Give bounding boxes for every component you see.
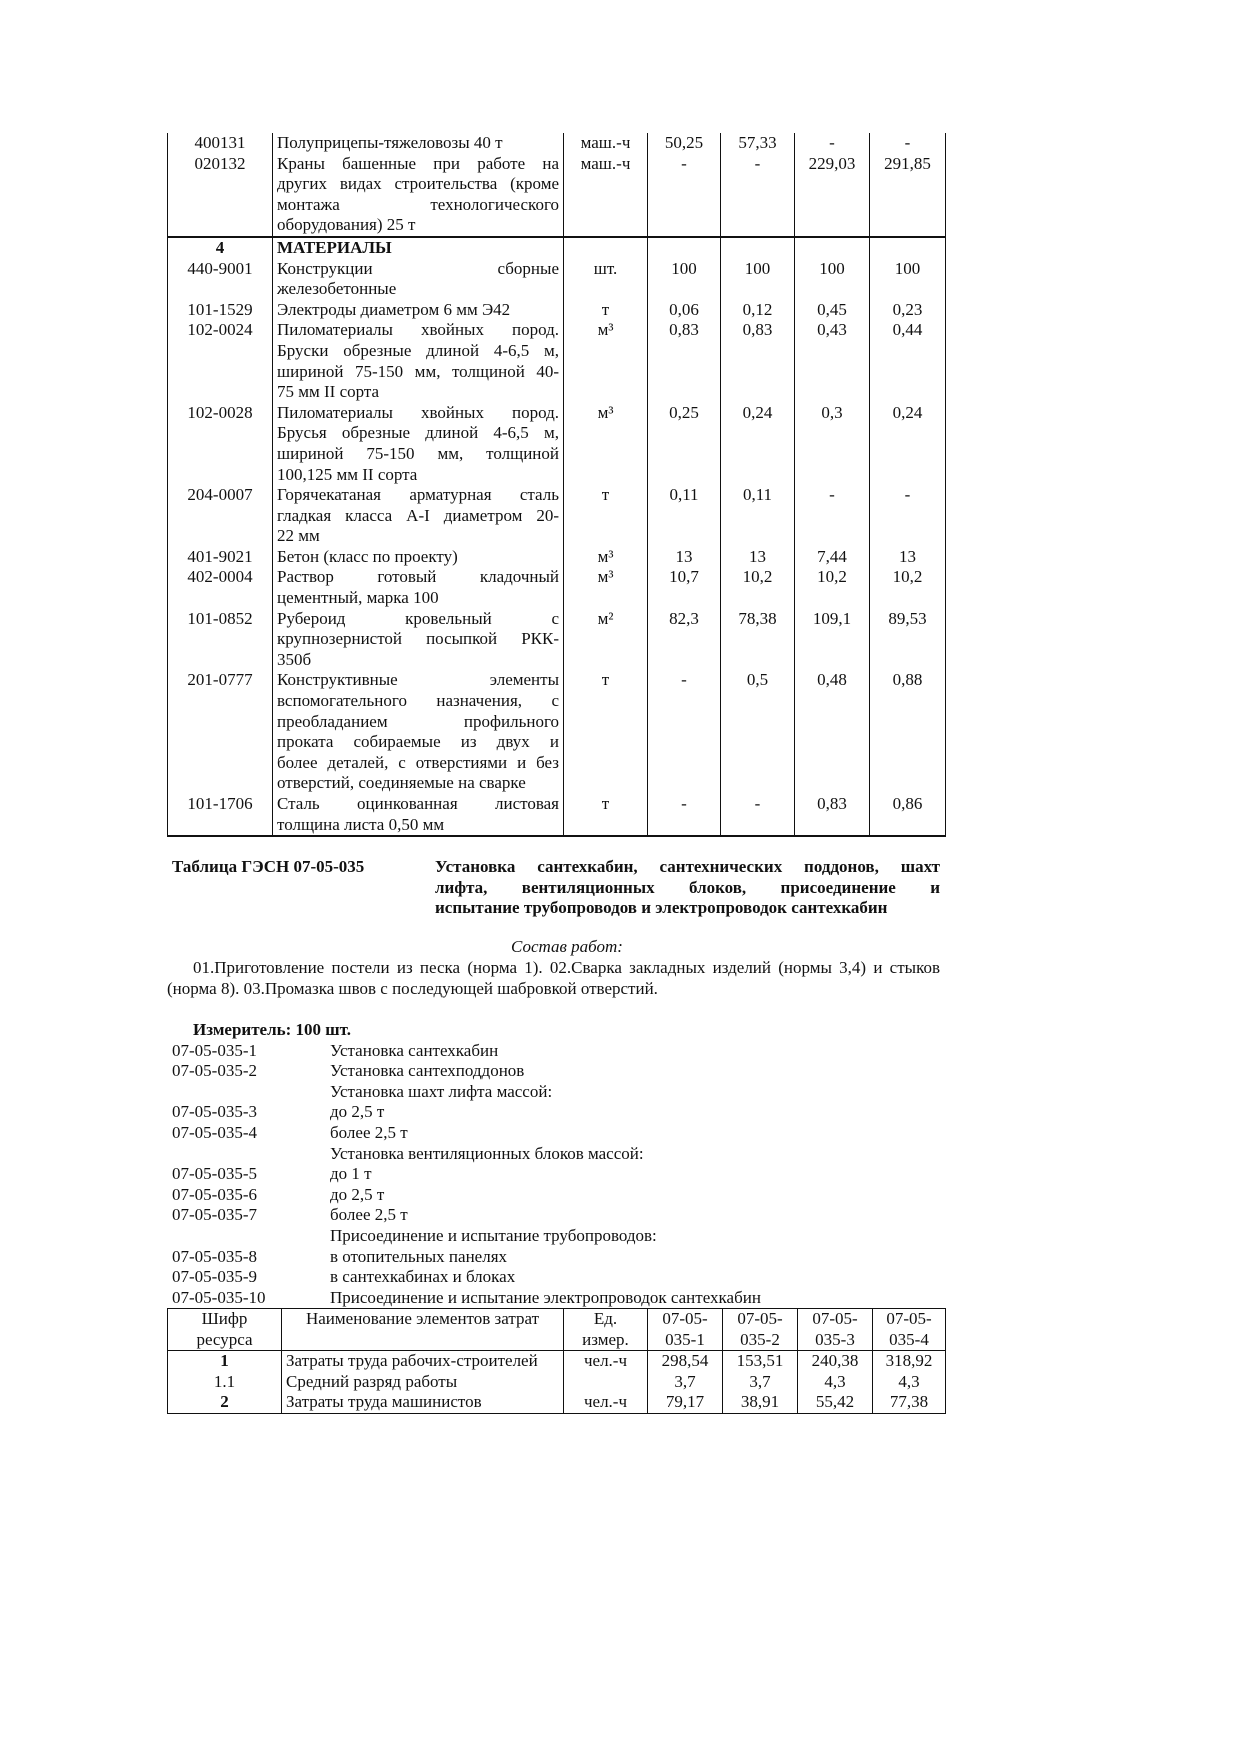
norm-value: - bbox=[721, 794, 795, 836]
unit: маш.-ч bbox=[564, 133, 648, 154]
norm-value: 0,44 bbox=[870, 320, 946, 402]
norm-value: 50,25 bbox=[648, 133, 721, 154]
norm-value: 0,23 bbox=[870, 300, 946, 321]
resource-name-line: Горячекатаная арматурная сталь bbox=[277, 485, 559, 505]
unit: м³ bbox=[564, 403, 648, 485]
norm-value: 0,11 bbox=[721, 485, 795, 547]
norm-value: 100 bbox=[721, 259, 795, 300]
norm-value: 0,11 bbox=[648, 485, 721, 547]
resource-name-line: оборудования) 25 т bbox=[277, 215, 416, 235]
resource-code: 400131 bbox=[168, 133, 273, 154]
resource-code: 204-0007 bbox=[168, 485, 273, 547]
norm-text: до 2,5 т bbox=[330, 1102, 385, 1122]
resource-name bbox=[273, 320, 564, 402]
norm-value: 240,38 bbox=[798, 1351, 873, 1372]
resource-code: 020132 bbox=[168, 154, 273, 237]
norm-value: 109,1 bbox=[795, 609, 870, 671]
norm-value: 0,45 bbox=[795, 300, 870, 321]
resource-name-line: Брусья обрезные длиной 4-6,5 м, bbox=[277, 423, 559, 443]
resource-name-line: шириной 75-150 мм, толщиной bbox=[277, 443, 559, 463]
norm-value: 0,24 bbox=[870, 403, 946, 485]
resource-name bbox=[273, 567, 564, 608]
header-row bbox=[168, 1309, 946, 1351]
norm-value: 89,53 bbox=[870, 609, 946, 671]
norm-code: 07-05-035-8 bbox=[172, 1246, 257, 1266]
resource-code: 101-1706 bbox=[168, 794, 273, 836]
works-description: 01.Приготовление постели из песка (норма 1). 02.Сварка закладных изделий (нормы 3,4) и стыков (норма 8). 03.Промазка швов с последующей шабровкой отверстий. bbox=[167, 958, 940, 998]
norm-value: 0,12 bbox=[721, 300, 795, 321]
table-row bbox=[168, 1351, 946, 1372]
norm-value: 291,85 bbox=[870, 154, 946, 237]
norm-value: 57,33 bbox=[721, 133, 795, 154]
resource-name-line: Рубероид кровельный с bbox=[277, 608, 559, 628]
resource-name-line: вспомогательного назначения, с bbox=[277, 691, 559, 711]
resource-name bbox=[273, 609, 564, 671]
unit: т bbox=[564, 300, 648, 321]
norm-text: до 1 т bbox=[330, 1164, 372, 1184]
table-row bbox=[168, 154, 946, 237]
resource-name-line: Раствор готовый кладочный bbox=[277, 567, 559, 587]
norm-value: 100 bbox=[870, 259, 946, 300]
norm-value: 318,92 bbox=[873, 1351, 946, 1372]
norm-value bbox=[721, 237, 795, 259]
norm-code: 07-05-035-2 bbox=[172, 1061, 257, 1081]
resource-code: 101-0852 bbox=[168, 609, 273, 671]
resource-code: 440-9001 bbox=[168, 259, 273, 300]
table-row bbox=[168, 300, 946, 321]
norm-text: Установка сантехподдонов bbox=[330, 1061, 525, 1081]
norm-value: 100 bbox=[795, 259, 870, 300]
resource-name-line: Бетон (класс по проекту) bbox=[277, 546, 458, 566]
resource-name-line: 75 мм II сорта bbox=[277, 382, 380, 402]
norm-value: - bbox=[648, 670, 721, 794]
resource-code: 1.1 bbox=[168, 1372, 282, 1393]
norm-value: - bbox=[795, 485, 870, 547]
resource-name: Средний разряд работы bbox=[282, 1372, 564, 1393]
norm-value: 0,83 bbox=[721, 320, 795, 402]
norm-value: 0,83 bbox=[648, 320, 721, 402]
column-header-line: 07-05- bbox=[662, 1309, 708, 1328]
resource-name-line: более деталей, с отверстиями и без bbox=[277, 752, 559, 772]
norm-value: 229,03 bbox=[795, 154, 870, 237]
unit: м³ bbox=[564, 547, 648, 568]
norm-value: 10,7 bbox=[648, 567, 721, 608]
table-code-heading: Таблица ГЭСН 07-05-035 bbox=[172, 857, 365, 876]
norm-value: - bbox=[870, 485, 946, 547]
resource-name-line: Полуприцепы-тяжеловозы 40 т bbox=[277, 133, 503, 152]
table-row bbox=[168, 403, 946, 485]
norm-value: 10,2 bbox=[721, 567, 795, 608]
norm-value: 13 bbox=[648, 547, 721, 568]
column-header bbox=[168, 1309, 282, 1351]
norm-value: 79,17 bbox=[648, 1392, 723, 1413]
column-header-line: 035-1 bbox=[665, 1329, 705, 1349]
column-header-line: 035-4 bbox=[889, 1329, 929, 1349]
unit: м² bbox=[564, 609, 648, 671]
resource-name-line: цементный, марка 100 bbox=[277, 588, 439, 608]
norm-text: Установка вентиляционных блоков массой: bbox=[330, 1143, 644, 1163]
norm-text: более 2,5 т bbox=[330, 1205, 408, 1225]
norm-value: 13 bbox=[870, 547, 946, 568]
norm-text: более 2,5 т bbox=[330, 1123, 408, 1142]
norm-value: 153,51 bbox=[723, 1351, 798, 1372]
resource-code: 1 bbox=[168, 1351, 282, 1372]
unit: м³ bbox=[564, 567, 648, 608]
title-line: испытание трубопроводов и электропроводок сантехкабин bbox=[435, 898, 888, 918]
column-header-line: 035-2 bbox=[740, 1329, 780, 1349]
title-line: лифта, вентиляционных блоков, присоединение и bbox=[435, 877, 940, 897]
resource-name-line: железобетонные bbox=[277, 279, 397, 299]
column-header bbox=[648, 1309, 723, 1351]
norm-value: 0,06 bbox=[648, 300, 721, 321]
norms-table bbox=[167, 1308, 946, 1414]
resource-code: 4 bbox=[168, 237, 273, 259]
norm-value: 0,83 bbox=[795, 794, 870, 836]
measure-unit: Измеритель: 100 шт. bbox=[193, 1020, 351, 1039]
column-header-line: измер. bbox=[582, 1329, 629, 1349]
resource-code: 401-9021 bbox=[168, 547, 273, 568]
norm-code: 07-05-035-5 bbox=[172, 1164, 257, 1184]
column-header-line: Ед. bbox=[593, 1309, 618, 1328]
column-header-line: 035-3 bbox=[815, 1329, 855, 1349]
resource-name bbox=[273, 237, 564, 259]
column-header bbox=[723, 1309, 798, 1351]
norm-code: 07-05-035-3 bbox=[172, 1102, 257, 1122]
resource-name-line: МАТЕРИАЛЫ bbox=[277, 237, 392, 257]
table-row bbox=[168, 547, 946, 568]
resource-name-line: шириной 75-150 мм, толщиной 40- bbox=[277, 361, 559, 381]
resource-name-line: Электроды диаметром 6 мм Э42 bbox=[277, 299, 511, 319]
table-row bbox=[168, 485, 946, 547]
norm-text: до 2,5 т bbox=[330, 1184, 385, 1204]
norm-value: 82,3 bbox=[648, 609, 721, 671]
resource-name: Затраты труда машинистов bbox=[282, 1392, 564, 1413]
column-header-line: 07-05- bbox=[737, 1309, 783, 1328]
norm-value: 3,7 bbox=[723, 1372, 798, 1393]
works-heading: Состав работ: bbox=[511, 937, 623, 956]
norm-value: 0,48 bbox=[795, 670, 870, 794]
resource-name bbox=[273, 485, 564, 547]
resource-name bbox=[273, 403, 564, 485]
resource-name bbox=[273, 547, 564, 568]
column-header-line: 07-05- bbox=[886, 1309, 932, 1328]
unit bbox=[564, 237, 648, 259]
resource-name bbox=[273, 133, 564, 154]
resource-name-line: других видах строительства (кроме bbox=[277, 174, 559, 194]
resource-name-line: Краны башенные при работе на bbox=[277, 153, 559, 173]
norm-code: 07-05-035-10 bbox=[172, 1287, 266, 1307]
resource-code: 201-0777 bbox=[168, 670, 273, 794]
table-row bbox=[168, 1392, 946, 1413]
norm-value: 298,54 bbox=[648, 1351, 723, 1372]
resource-name-line: Конструкции сборные bbox=[277, 258, 559, 278]
resource-name bbox=[273, 670, 564, 794]
unit bbox=[564, 1372, 648, 1393]
unit: т bbox=[564, 794, 648, 836]
resource-name-line: 350б bbox=[277, 649, 312, 669]
resource-name-line: преобладанием профильного bbox=[277, 711, 559, 731]
resource-name-line: крупнозернистой посыпкой РКК- bbox=[277, 629, 559, 649]
unit: чел.-ч bbox=[564, 1392, 648, 1413]
column-header bbox=[798, 1309, 873, 1351]
table-row bbox=[168, 1372, 946, 1393]
table-row bbox=[168, 609, 946, 671]
norm-value: 38,91 bbox=[723, 1392, 798, 1413]
column-header-line: 07-05- bbox=[812, 1309, 858, 1328]
resource-name-line: гладкая класса А-I диаметром 20- bbox=[277, 505, 559, 525]
norm-value: - bbox=[721, 154, 795, 237]
norm-value: 0,25 bbox=[648, 403, 721, 485]
norm-value: 0,43 bbox=[795, 320, 870, 402]
resource-name-line: Сталь оцинкованная листовая bbox=[277, 794, 559, 813]
resource-name: Затраты труда рабочих-строителей bbox=[282, 1351, 564, 1372]
norm-text: в сантехкабинах и блоках bbox=[330, 1267, 516, 1287]
norm-value: - bbox=[648, 794, 721, 836]
resources-table-continued bbox=[167, 133, 946, 837]
unit: маш.-ч bbox=[564, 154, 648, 237]
norm-value: 10,2 bbox=[795, 567, 870, 608]
resource-name bbox=[273, 259, 564, 300]
resource-code: 101-1529 bbox=[168, 300, 273, 321]
norm-value: 3,7 bbox=[648, 1372, 723, 1393]
norm-value: 0,3 bbox=[795, 403, 870, 485]
norm-value: - bbox=[795, 133, 870, 154]
norm-value: 7,44 bbox=[795, 547, 870, 568]
resource-name-line: монтажа технологического bbox=[277, 194, 559, 214]
norm-value: 100 bbox=[648, 259, 721, 300]
column-header-line: Шифр bbox=[201, 1309, 248, 1328]
unit: м³ bbox=[564, 320, 648, 402]
resource-code: 2 bbox=[168, 1392, 282, 1413]
table-title bbox=[435, 857, 940, 919]
unit: т bbox=[564, 485, 648, 547]
resource-name bbox=[273, 300, 564, 321]
resource-name-line: 22 мм bbox=[277, 526, 320, 546]
unit: т bbox=[564, 670, 648, 794]
column-header bbox=[564, 1309, 648, 1351]
table-row bbox=[168, 237, 946, 259]
norm-value: 0,86 bbox=[870, 794, 946, 836]
resource-name-line: проката собираемые из двух и bbox=[277, 732, 559, 752]
resource-name-line: 100,125 мм II сорта bbox=[277, 464, 418, 484]
norm-text: в отопительных панелях bbox=[330, 1246, 508, 1266]
unit: чел.-ч bbox=[564, 1351, 648, 1372]
norm-value: 0,88 bbox=[870, 670, 946, 794]
column-header bbox=[282, 1309, 564, 1351]
norm-value: - bbox=[648, 154, 721, 237]
table-row bbox=[168, 670, 946, 794]
norm-value: 77,38 bbox=[873, 1392, 946, 1413]
resource-code: 102-0028 bbox=[168, 403, 273, 485]
column-header-line bbox=[286, 1330, 559, 1351]
resource-name-line: Бруски обрезные длиной 4-6,5 м, bbox=[277, 340, 559, 360]
column-header bbox=[873, 1309, 946, 1351]
norm-value: 78,38 bbox=[721, 609, 795, 671]
norm-value bbox=[648, 237, 721, 259]
norm-code: 07-05-035-1 bbox=[172, 1040, 257, 1060]
norm-value: 4,3 bbox=[873, 1372, 946, 1393]
unit: шт. bbox=[564, 259, 648, 300]
norm-value: 55,42 bbox=[798, 1392, 873, 1413]
resource-name-line: Конструктивные элементы bbox=[277, 670, 559, 690]
norm-text: Установка шахт лифта массой: bbox=[330, 1081, 553, 1101]
resource-name-line: отверстий, соединяемые на сварке bbox=[277, 773, 526, 793]
title-line: Установка сантехкабин, сантехнических поддонов, шахт bbox=[435, 857, 940, 876]
table-row bbox=[168, 794, 946, 836]
norm-code: 07-05-035-7 bbox=[172, 1205, 257, 1225]
norm-code: 07-05-035-9 bbox=[172, 1267, 257, 1287]
norm-value: 13 bbox=[721, 547, 795, 568]
column-header-line: ресурса bbox=[196, 1329, 253, 1349]
resource-name bbox=[273, 794, 564, 836]
norm-value: 0,24 bbox=[721, 403, 795, 485]
resource-name bbox=[273, 154, 564, 237]
resource-name-line: Пиломатериалы хвойных пород. bbox=[277, 320, 559, 340]
norm-value: - bbox=[870, 133, 946, 154]
norm-value: 10,2 bbox=[870, 567, 946, 608]
norm-text: Установка сантехкабин bbox=[330, 1040, 499, 1060]
norm-text: Присоединение и испытание трубопроводов: bbox=[330, 1226, 657, 1245]
norm-value bbox=[795, 237, 870, 259]
table-row bbox=[168, 133, 946, 154]
norm-value: 4,3 bbox=[798, 1372, 873, 1393]
resource-code: 102-0024 bbox=[168, 320, 273, 402]
norm-value bbox=[870, 237, 946, 259]
resource-code: 402-0004 bbox=[168, 567, 273, 608]
norm-code: 07-05-035-4 bbox=[172, 1123, 257, 1142]
norm-value: 0,5 bbox=[721, 670, 795, 794]
resource-name-line: Пиломатериалы хвойных пород. bbox=[277, 402, 559, 422]
table-row bbox=[168, 567, 946, 608]
column-header-line: Наименование элементов затрат bbox=[305, 1309, 540, 1328]
norm-text: Присоединение и испытание электропроводок сантехкабин bbox=[330, 1287, 761, 1307]
norm-code: 07-05-035-6 bbox=[172, 1184, 257, 1204]
table-row bbox=[168, 320, 946, 402]
resource-name-line: толщина листа 0,50 мм bbox=[277, 814, 445, 834]
table-row bbox=[168, 259, 946, 300]
